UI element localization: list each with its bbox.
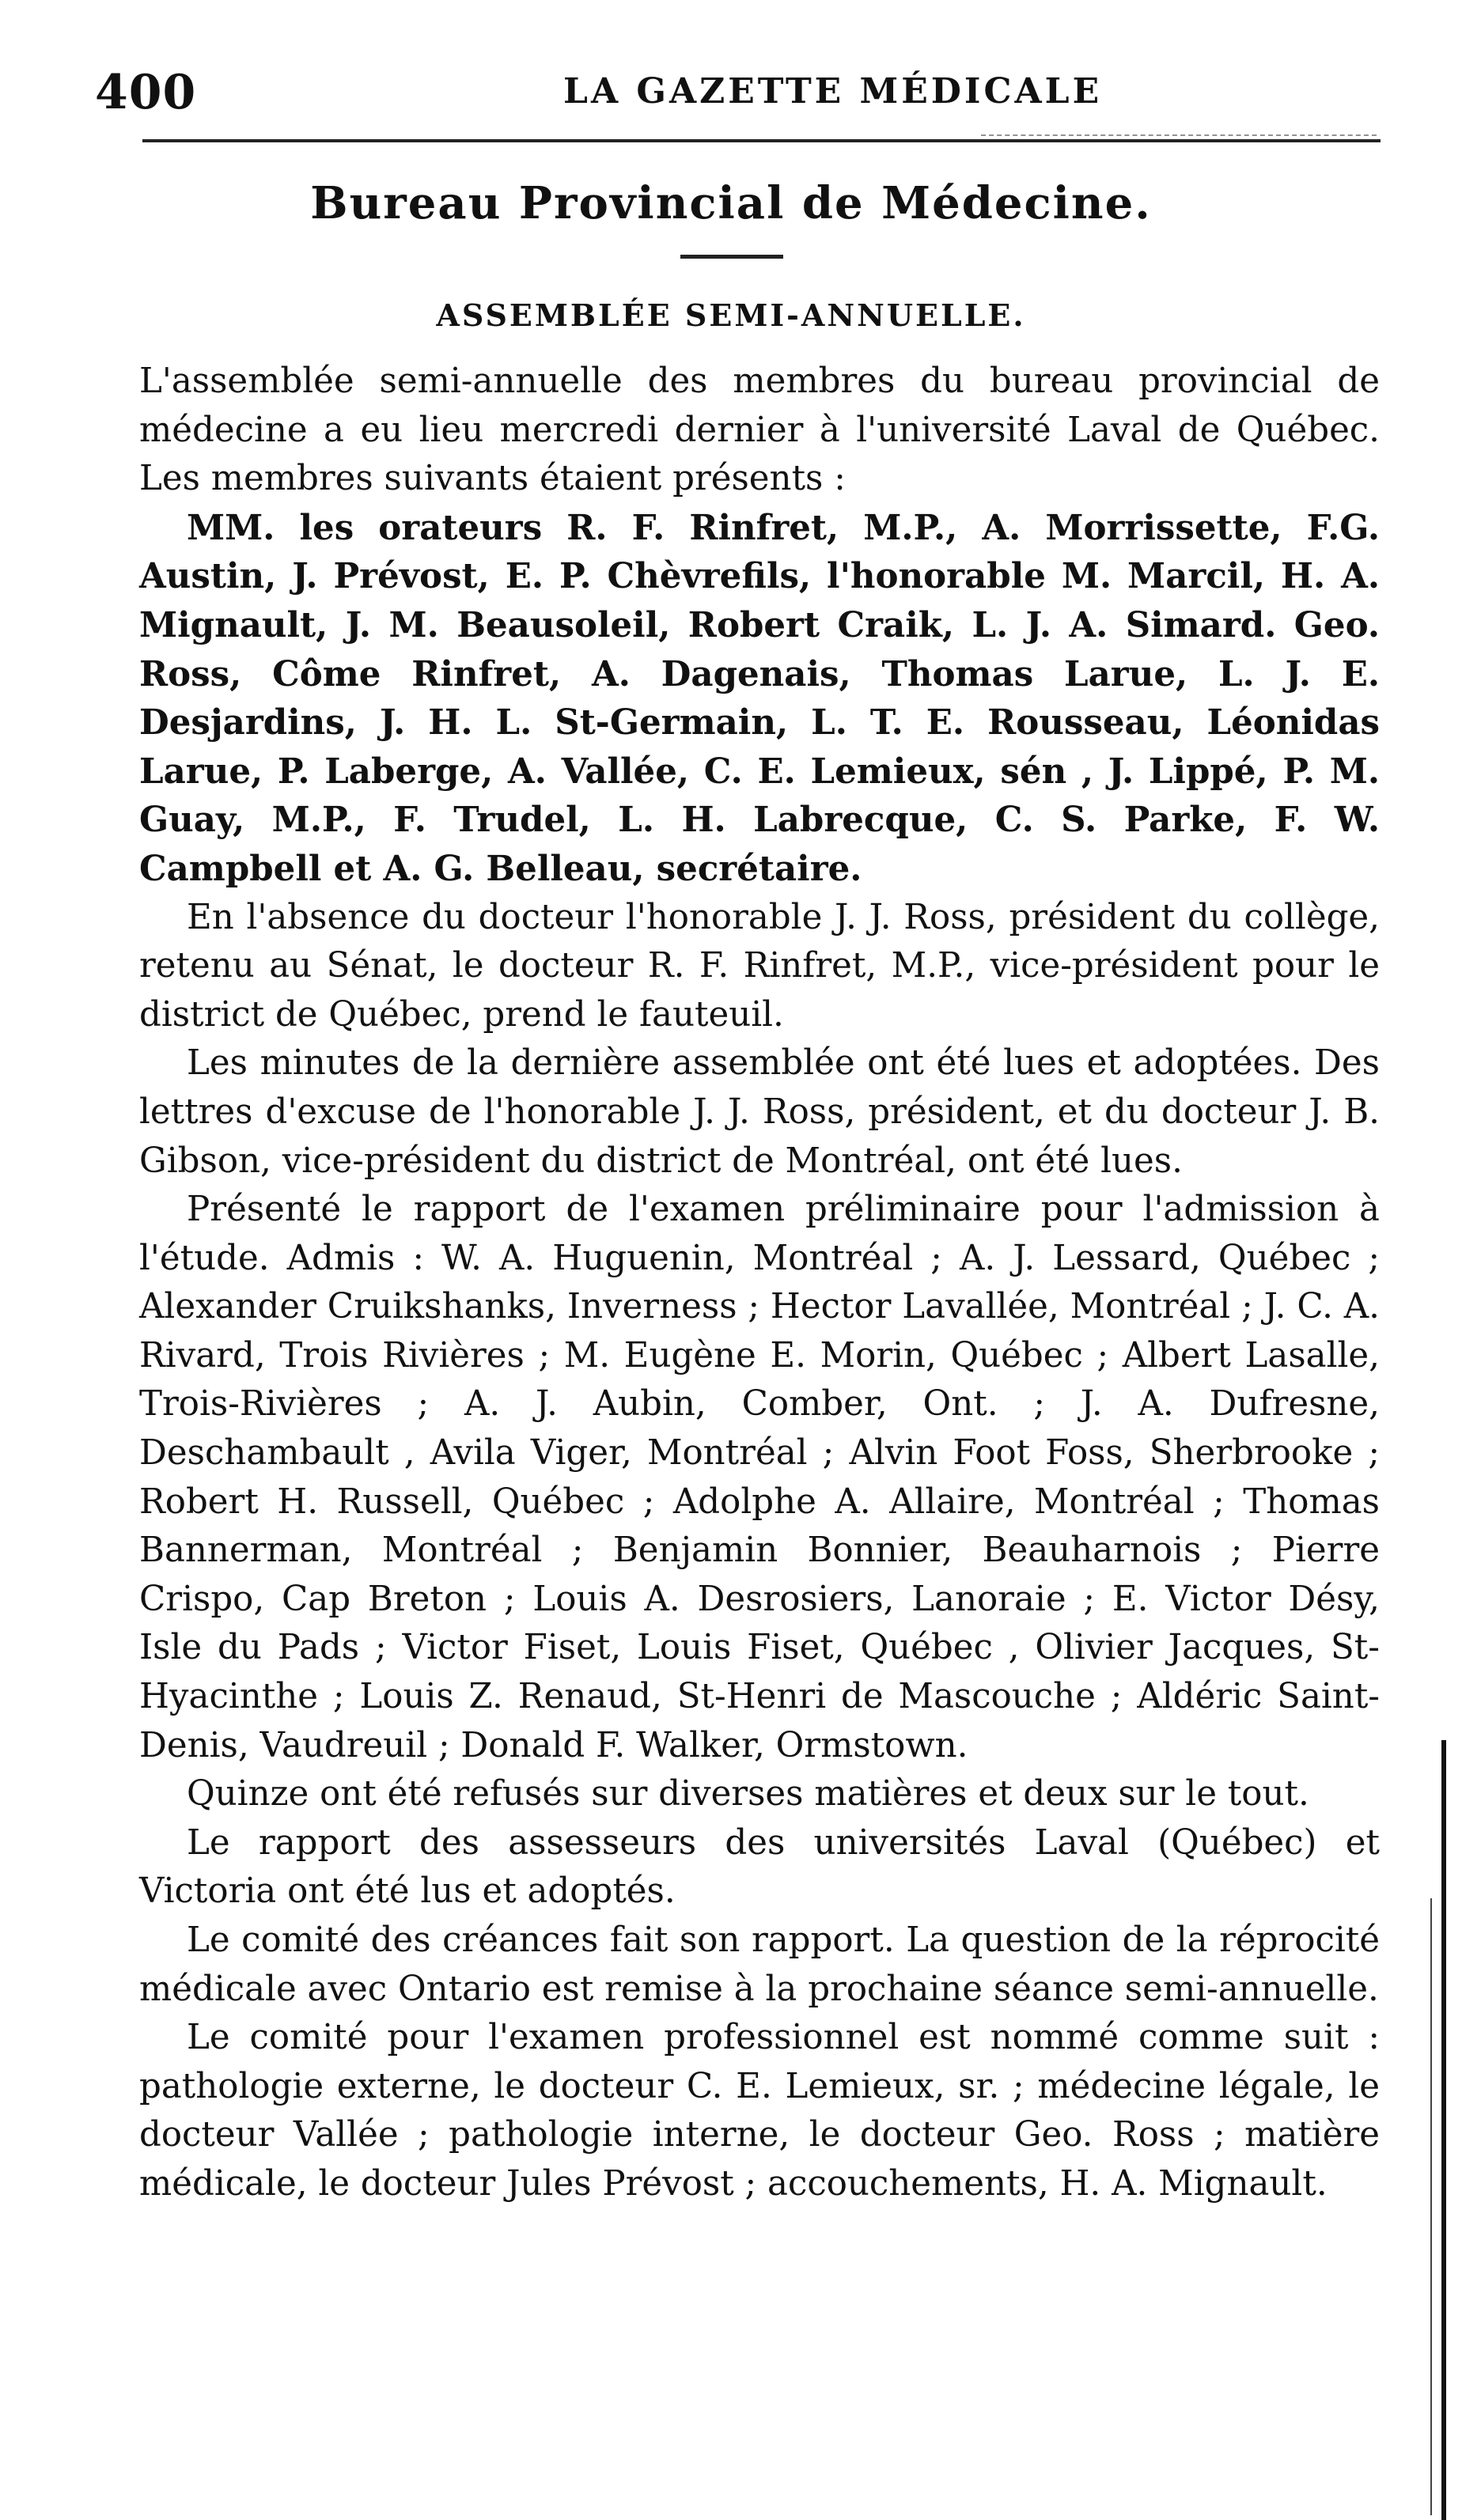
running-title: LA GAZETTE MÉDICALE xyxy=(563,71,1103,112)
paragraph-refused: Quinze ont été refusés sur diverses matières et deux sur le tout. xyxy=(187,1774,1309,1814)
paragraph-members-present: MM. les orateurs R. F. Rinfret, M.P., A. Morrissette, F.G. Austin, J. Prévost, E. P. Chèvrefils, l'honorable M. Marcil, H. A. Mignault, J. M. Beausoleil, Robert Craik, L. J. A. Simard. Geo. Ross, Côme Rinfret, A. Dagenais, Thomas Larue, L. J. E. Desjardins, J. H. L. St-Germain, L. T. E. Rousseau, Léonidas Larue, P. Laberge, A. Vallée, C. E. Lemieux, sén , J. Lippé, P. M. Guay, M.P., F. Trudel, L. H. Labrecque, C. S. Parke, F. W. Campbell et A. G. Belleau, secrétaire. xyxy=(139,507,1380,889)
paragraph-assessors: Le rapport des assesseurs des universités Laval (Québec) et Victoria ont été lus et adoptés. xyxy=(139,1822,1380,1912)
title-ornament xyxy=(680,255,783,259)
binding-edge-thin xyxy=(1430,1898,1432,2515)
paragraph-minutes: Les minutes de la dernière assemblée ont été lues et adoptées. Des lettres d'excuse de l'honorable J. J. Ross, président, et du docteur J. B. Gibson, vice-président du district de Montréal, ont été lues. xyxy=(139,1043,1380,1181)
paragraph-committee: Le comité pour l'examen professionnel est nommé comme suit : pathologie externe, le docteur C. E. Lemieux, sr. ; médecine légale, le docteur Vallée ; pathologie interne, le docteur Geo. Ross ; matière médicale, le docteur Jules Prévost ; accouchements, H. A. Mignault. xyxy=(139,2018,1380,2204)
section-subtitle: ASSEMBLÉE SEMI-ANNUELLE. xyxy=(436,297,1026,333)
section-title: Bureau Provincial de Médecine. xyxy=(310,177,1152,229)
paragraph-admissions: Présenté le rapport de l'examen préliminaire pour l'admission à l'étude. Admis : W. A. Huguenin, Montréal ; A. J. Lessard, Québec ; Alexander Cruikshanks, Inverness ; Hector Lavallée, Montréal ; J. C. A. Rivard, Trois Rivières ; M. Eugène E. Morin, Québec ; Albert Lasalle, Trois-Rivières ; A. J. Aubin, Comber, Ont. ; J. A. Dufresne, Deschambault , Avila Viger, Montréal ; Alvin Foot Foss, Sherbrooke ; Robert H. Russell, Québec ; Adolphe A. Allaire, Montréal ; Thomas Bannerman, Montréal ; Benjamin Bonnier, Beauharnois ; Pierre Crispo, Cap Breton ; Louis A. Desrosiers, Lanoraie ; E. Victor Désy, Isle du Pads ; Victor Fiset, Louis Fiset, Québec , Olivier Jacques, St-Hyacinthe ; Louis Z. Renaud, St-Henri de Mascouche ; Aldéric Saint-Denis, Vaudreuil ; Donald F. Walker, Ormstown. xyxy=(139,1190,1380,1765)
page-number: 400 xyxy=(95,65,197,120)
paragraph-credentials: Le comité des créances fait son rapport. La question de la réprocité médicale avec Ontario est remise à la prochaine séance semi-annuelle. xyxy=(139,1920,1380,2009)
header-rule xyxy=(142,139,1381,142)
article-body xyxy=(139,358,1380,2209)
header-rule-faint xyxy=(981,134,1377,138)
paragraph-chair: En l'absence du docteur l'honorable J. J. Ross, président du collège, retenu au Sénat, le docteur R. F. Rinfret, M.P., vice-président pour le district de Québec, prend le fauteuil. xyxy=(139,897,1380,1035)
paragraph-intro: L'assemblée semi-annuelle des membres du bureau provincial de médecine a eu lieu mercredi dernier à l'université Laval de Québec. Les membres suivants étaient présents : xyxy=(139,361,1380,499)
binding-edge xyxy=(1441,1740,1446,2520)
